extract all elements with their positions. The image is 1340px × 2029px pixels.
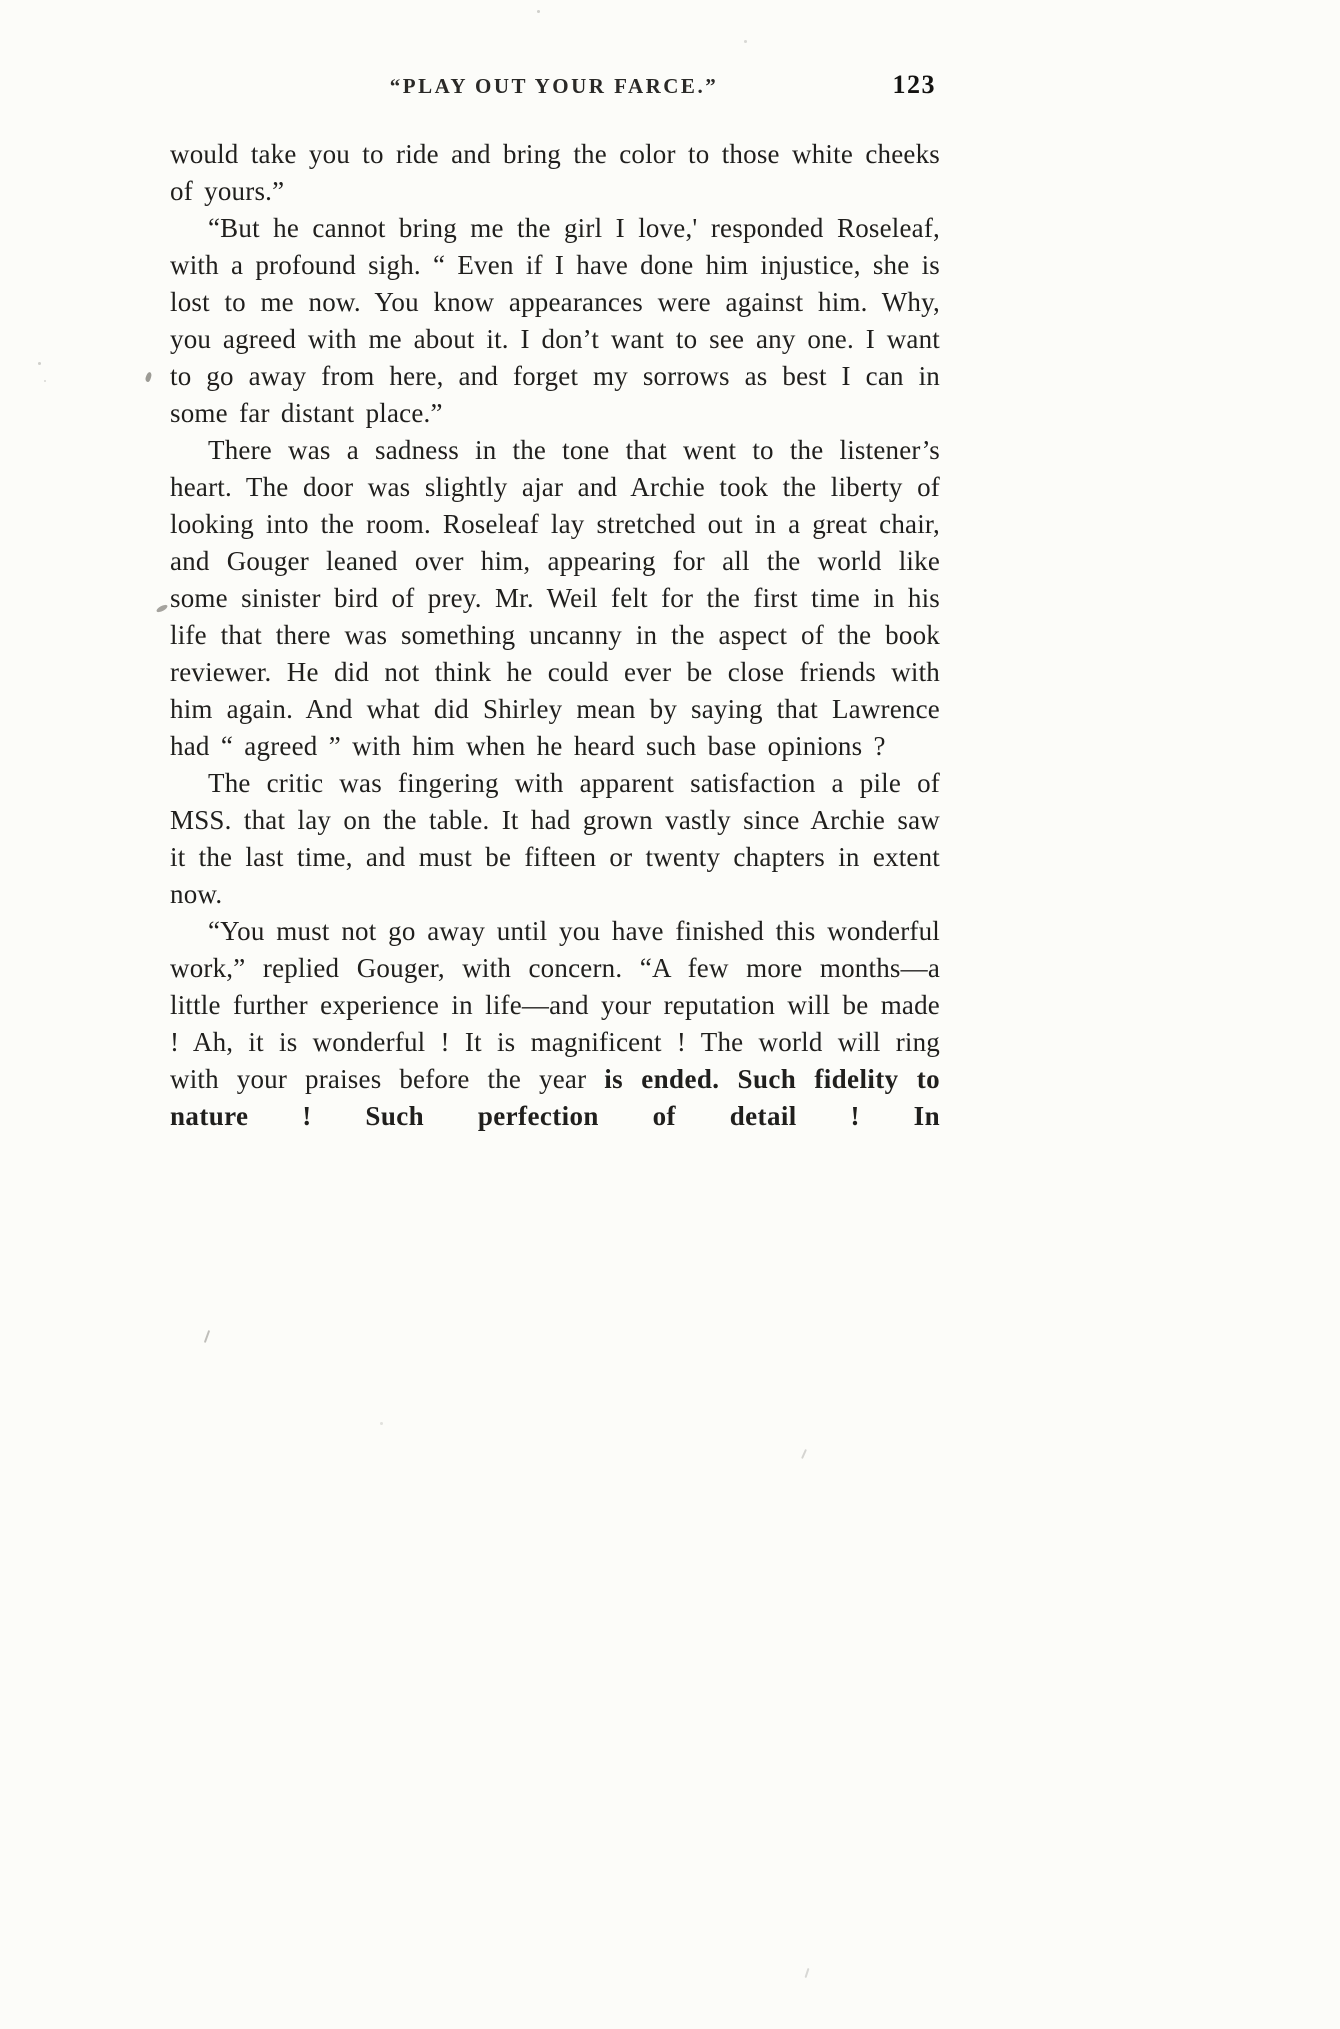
paragraph-dialogue: “But he cannot bring me the girl I love,' responded Roseleaf, with a profound sigh. “ Even if I have done him injustice, she is lost to me now. You know appearances were against him. Why, you agreed with me about it. I don’t want to see any one. I want to go away from here, and forget my sorrows as best I can in some far distant place.”: [170, 213, 940, 428]
page-number: 123: [892, 70, 936, 99]
paragraph-continuation: would take you to ride and bring the color to those white cheeks of yours.”: [170, 139, 940, 206]
ink-speck: [44, 380, 46, 382]
paragraph-text: “You must not go away until you have finished this wonderful work,” replied Gouger, with concern. “A few more months—a little further experience in life—and your reputation will be made ! Ah, it is wonderful ! It is magnificent ! The world will ring with your praises before the year: [170, 916, 940, 1094]
ink-speck: [38, 362, 41, 365]
ink-speck: [204, 1330, 210, 1343]
paragraph-narrative: There was a sadness in the tone that went to the listener’s heart. The door was slightly ajar and Archie took the liberty of looking into the room. Roseleaf lay stretched out in a great chair, and Gouger leaned over him, appearing for all the world like some sinister bird of prey. Mr. Weil felt for the first time in his life that there was something uncanny in the aspect of the book reviewer. He did not think he could ever be close friends with him again. And what did Shirley mean by saying that Lawrence had “ agreed ” with him when he heard such base opinions ?: [170, 435, 940, 761]
paragraph-text-heavy-ink: is ended. Such fidelity to nature ! Such perfection of detail ! In: [170, 1064, 940, 1131]
ink-speck: [380, 1422, 383, 1425]
paragraph-dialogue-final: [170, 913, 940, 1135]
ink-speck: [744, 40, 747, 43]
ink-speck: [801, 1449, 807, 1459]
paragraph-narrative: The critic was fingering with apparent satisfaction a pile of MSS. that lay on the table. It had grown vastly since Archie saw it the last time, and must be fifteen or twenty chapters in extent now.: [170, 768, 940, 909]
running-title: “PLAY OUT YOUR FARCE.”: [389, 74, 719, 98]
body-text-column: [170, 136, 940, 1135]
ink-speck: [805, 1968, 810, 1978]
page-header: [168, 70, 940, 108]
ink-speck: [156, 603, 169, 613]
ink-speck: [145, 371, 153, 382]
ink-speck: [537, 10, 540, 13]
